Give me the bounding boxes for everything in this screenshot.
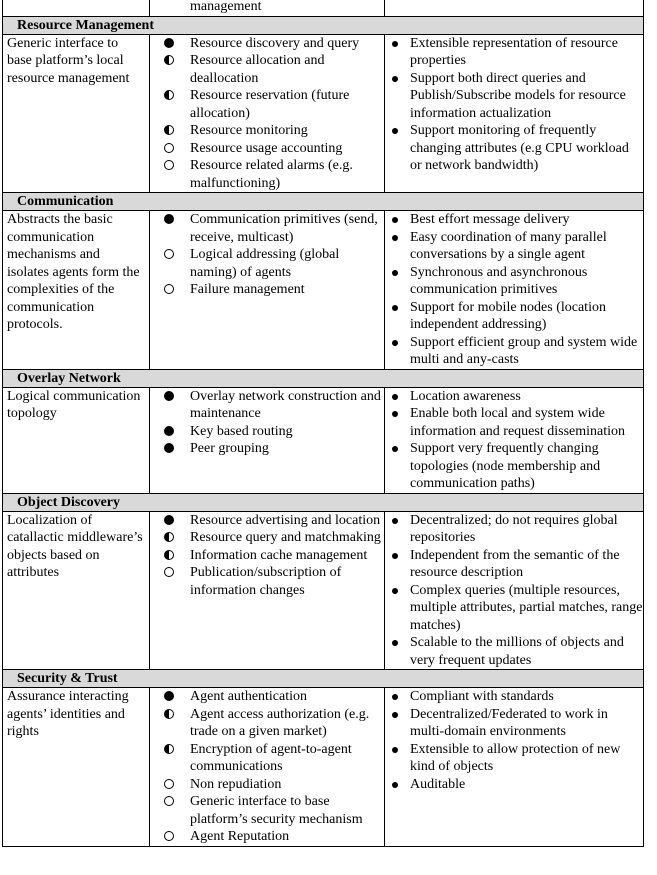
- feature-text: Agent Reputation: [190, 829, 290, 844]
- full-circle-icon: [164, 426, 174, 436]
- empty-circle-icon: [164, 284, 174, 294]
- table-body: [3, 0, 644, 846]
- features-cell: [150, 211, 385, 370]
- empty-circle-icon: [164, 143, 174, 153]
- feature-text: Logical addressing (global naming) of agents: [190, 247, 340, 280]
- requirement-item: [389, 512, 643, 547]
- requirement-item: [389, 229, 643, 264]
- feature-text: Agent access authorization (e.g. trade on a given market): [190, 706, 370, 739]
- bullet-icon: [392, 411, 398, 417]
- full-circle-icon: [164, 38, 174, 48]
- section-content-row: [3, 387, 644, 493]
- description-cell: Localization of catallactic middleware’s objects based on attributes: [3, 511, 150, 670]
- section-title: Object Discovery: [3, 493, 644, 511]
- feature-text: Resource usage accounting: [190, 140, 343, 156]
- feature-item: [156, 564, 384, 599]
- feature-text: Resource monitoring: [190, 123, 308, 138]
- bullet-icon: [392, 518, 398, 524]
- requirements-cell: [385, 0, 644, 16]
- empty-circle-icon: [164, 567, 174, 577]
- feature-text: Resource reservation (future allocation): [190, 88, 350, 121]
- requirement-item: [389, 706, 643, 741]
- feature-item: [156, 211, 384, 246]
- section-title: Overlay Network: [3, 369, 644, 387]
- requirement-text: Enable both local and system wide information and request dissemination: [410, 406, 626, 439]
- requirement-text: Extensible representation of resource properties: [410, 35, 618, 68]
- half-circle-icon: [164, 709, 174, 719]
- requirement-item: [389, 35, 643, 70]
- feature-text: Agent authentication: [190, 689, 308, 704]
- requirement-text: Support for mobile nodes (location independent addressing): [410, 299, 606, 332]
- section-header-row: [3, 193, 644, 211]
- empty-circle-icon: [164, 160, 174, 170]
- section-content-row: [3, 511, 644, 670]
- bullet-icon: [392, 340, 398, 346]
- bullet-icon: [392, 446, 398, 452]
- requirement-text: Support both direct queries and Publish/Subscribe models for resource information actualization: [410, 70, 626, 121]
- feature-text: Resource related alarms (e.g. malfunctioning): [190, 158, 353, 191]
- empty-circle-icon: [164, 831, 174, 841]
- half-circle-icon: [164, 125, 174, 135]
- full-circle-icon: [164, 691, 174, 701]
- feature-list: [150, 388, 384, 458]
- requirement-text: Best effort message delivery: [410, 212, 570, 227]
- feature-item: [156, 440, 384, 458]
- description-cell: Logical communication topology: [3, 387, 150, 493]
- bullet-icon: [392, 553, 398, 559]
- feature-list: [150, 211, 384, 299]
- section-title: Resource Management: [3, 16, 644, 34]
- requirement-item: [389, 547, 643, 582]
- feature-text: Resource discovery and query: [190, 35, 360, 51]
- features-cell: [150, 387, 385, 493]
- bullet-icon: [392, 305, 398, 311]
- feature-text: Resource advertising and location: [190, 512, 381, 528]
- requirement-text: Independent from the semantic of the resource description: [410, 547, 620, 580]
- full-circle-icon: [164, 391, 174, 401]
- requirement-list: [385, 688, 643, 793]
- requirement-text: Compliant with standards: [410, 689, 554, 704]
- bullet-icon: [392, 712, 398, 718]
- table-row-continued: [3, 0, 644, 16]
- requirement-text: Support monitoring of frequently changing attributes (e.g CPU workload or network bandwidth): [410, 123, 629, 173]
- feature-item: [156, 87, 384, 122]
- bullet-icon: [392, 588, 398, 594]
- feature-item: [156, 122, 384, 140]
- feature-item: [156, 706, 384, 741]
- bullet-icon: [392, 694, 398, 700]
- section-title: Communication: [3, 193, 644, 211]
- requirement-list: [385, 388, 643, 493]
- features-cell: [150, 34, 385, 193]
- feature-item: [156, 423, 384, 441]
- requirement-text: Complex queries (multiple resources, multiple attributes, partial matches, range matches): [410, 582, 643, 633]
- requirement-item: [389, 440, 643, 493]
- feature-text: Key based routing: [190, 423, 293, 439]
- requirement-list: [385, 512, 643, 670]
- requirement-text: Auditable: [410, 776, 466, 792]
- requirement-list: [385, 35, 643, 175]
- half-circle-icon: [164, 744, 174, 754]
- full-circle-icon: [164, 443, 174, 453]
- features-cell: [150, 511, 385, 670]
- bullet-icon: [392, 76, 398, 82]
- requirement-item: [389, 582, 643, 635]
- requirement-text: Support efficient group and system wide multi and any-casts: [410, 334, 638, 367]
- section-content-row: [3, 34, 644, 193]
- bullet-icon: [392, 235, 398, 241]
- feature-text: management: [190, 0, 262, 14]
- description-cell: Assurance interacting agents’ identities and rights: [3, 688, 150, 847]
- section-header-row: [3, 16, 644, 34]
- requirement-text: Scalable to the millions of objects and very frequent updates: [410, 635, 624, 668]
- feature-item: [156, 281, 384, 299]
- half-circle-icon: [164, 90, 174, 100]
- feature-item: [156, 157, 384, 192]
- feature-item: [156, 512, 384, 530]
- feature-item: [156, 529, 384, 547]
- requirement-text: Synchronous and asynchronous communication primitives: [410, 264, 588, 297]
- description-cell: [3, 0, 150, 16]
- feature-text: Information cache management: [190, 547, 368, 563]
- feature-text: Peer grouping: [190, 441, 269, 456]
- feature-item: [156, 688, 384, 706]
- feature-text: Resource allocation and deallocation: [190, 53, 325, 86]
- bullet-icon: [392, 747, 398, 753]
- feature-item: [156, 388, 384, 423]
- requirement-item: [389, 634, 643, 669]
- requirement-item: [389, 264, 643, 299]
- requirements-cell: [385, 34, 644, 193]
- feature-list: [150, 35, 384, 193]
- requirement-item: [389, 776, 643, 794]
- feature-item: [156, 793, 384, 828]
- requirement-list: [385, 211, 643, 369]
- feature-text: Encryption of agent-to-agent communications: [190, 741, 352, 774]
- feature-text: Resource query and matchmaking: [190, 530, 381, 545]
- requirements-cell: [385, 387, 644, 493]
- section-header-row: [3, 670, 644, 688]
- bullet-icon: [392, 640, 398, 646]
- requirement-item: [389, 334, 643, 369]
- feature-text: Non repudiation: [190, 776, 282, 792]
- bullet-icon: [392, 394, 398, 400]
- empty-circle-icon: [164, 249, 174, 259]
- feature-list: [150, 512, 384, 600]
- half-circle-icon: [164, 532, 174, 542]
- feature-text: Generic interface to base platform’s security mechanism: [190, 794, 363, 827]
- features-cell: [150, 0, 385, 16]
- requirement-item: [389, 688, 643, 706]
- requirement-item: [389, 388, 643, 406]
- description-cell: Abstracts the basic communication mechanisms and isolates agents form the complexities of the communication protocols.: [3, 211, 150, 370]
- full-circle-icon: [164, 515, 174, 525]
- requirement-text: Easy coordination of many parallel conversations by a single agent: [410, 229, 607, 262]
- bullet-icon: [392, 782, 398, 788]
- feature-text: Communication primitives (send, receive, multicast): [190, 212, 378, 245]
- requirement-text: Decentralized/Federated to work in multi-domain environments: [410, 706, 608, 739]
- empty-circle-icon: [164, 796, 174, 806]
- feature-item: [156, 35, 384, 53]
- feature-text: Publication/subscription of information changes: [190, 565, 342, 598]
- requirement-text: Location awareness: [410, 388, 521, 404]
- feature-text: Failure management: [190, 282, 305, 297]
- requirement-item: [389, 211, 643, 229]
- feature-text: Overlay network construction and maintenance: [190, 388, 381, 421]
- half-circle-icon: [164, 55, 174, 65]
- middleware-services-table: [2, 0, 644, 847]
- feature-item: [156, 246, 384, 281]
- feature-item: [156, 741, 384, 776]
- section-content-row: [3, 211, 644, 370]
- description-cell: Generic interface to base platform’s local resource management: [3, 34, 150, 193]
- requirement-item: [389, 299, 643, 334]
- feature-item: [156, 776, 384, 794]
- bullet-icon: [392, 41, 398, 47]
- requirement-text: Decentralized; do not requires global repositories: [410, 512, 618, 545]
- requirement-text: Extensible to allow protection of new kind of objects: [410, 741, 621, 774]
- requirements-cell: [385, 211, 644, 370]
- bullet-icon: [392, 270, 398, 276]
- section-header-row: [3, 369, 644, 387]
- section-content-row: [3, 688, 644, 847]
- section-header-row: [3, 493, 644, 511]
- feature-item: [156, 828, 384, 846]
- requirement-text: Support very frequently changing topologies (node membership and communication paths): [410, 441, 601, 491]
- requirements-cell: [385, 511, 644, 670]
- requirement-item: [389, 741, 643, 776]
- requirement-item: [389, 405, 643, 440]
- bullet-icon: [392, 128, 398, 134]
- section-title: Security & Trust: [3, 670, 644, 688]
- full-circle-icon: [164, 214, 174, 224]
- bullet-icon: [392, 217, 398, 223]
- feature-item: [156, 547, 384, 565]
- feature-list: [150, 688, 384, 846]
- feature-item: [156, 140, 384, 158]
- feature-item: [156, 52, 384, 87]
- requirements-cell: [385, 688, 644, 847]
- half-circle-icon: [164, 550, 174, 560]
- requirement-item: [389, 70, 643, 123]
- features-cell: [150, 688, 385, 847]
- requirement-item: [389, 122, 643, 175]
- empty-circle-icon: [164, 779, 174, 789]
